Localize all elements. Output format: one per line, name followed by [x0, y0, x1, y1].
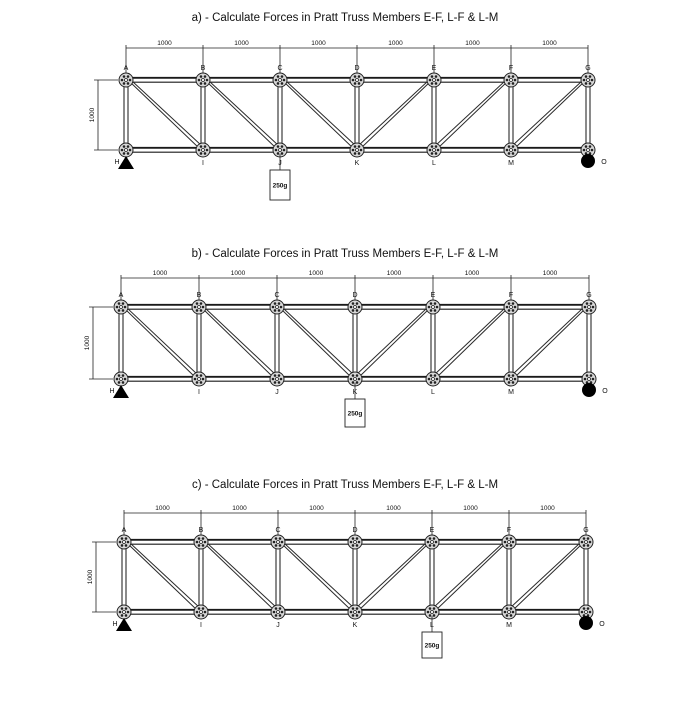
node-joint — [196, 73, 210, 87]
node-label-bottom: J — [276, 622, 280, 629]
node-label-top: C — [275, 527, 281, 534]
diagonal-member — [435, 543, 506, 611]
node-joint — [350, 73, 364, 87]
panel-title-b: b) - Calculate Forces in Pratt Truss Members E-F, L-F & L-M — [191, 248, 499, 260]
node-joint — [271, 535, 285, 549]
diagonal-member — [434, 308, 505, 375]
diagonal-member — [281, 543, 352, 611]
node-joint — [504, 372, 518, 386]
node-label-top: G — [583, 527, 589, 534]
diagonal-member — [510, 543, 580, 608]
panel-title-a: a) - Calculate Forces in Pratt Truss Members E-F, L-F & L-M — [191, 12, 499, 24]
span-label: 1000 — [155, 505, 170, 512]
diagonal-member — [286, 81, 356, 146]
diagonal-member — [283, 308, 354, 375]
span-label: 1000 — [542, 270, 558, 277]
truss-diagram-a — [0, 0, 690, 235]
pin-support — [118, 156, 134, 169]
node-label-top: C — [277, 65, 283, 72]
node-label-top: B — [200, 65, 206, 72]
node-joint — [348, 300, 362, 314]
node-label-bottom: J — [278, 160, 282, 167]
truss-diagram-c — [0, 472, 690, 708]
span-label: 1000 — [388, 40, 403, 47]
node-joint — [192, 300, 206, 314]
node-label-top: E — [431, 65, 437, 72]
node-label-top: B — [196, 292, 202, 299]
node-joint — [425, 535, 439, 549]
node-label-bottom: M — [508, 160, 514, 167]
node-label-top: D — [352, 527, 358, 534]
diagonal-member — [206, 81, 277, 149]
height-label: 1000 — [84, 335, 91, 351]
truss-diagram-b — [0, 236, 690, 471]
diagonal-member — [356, 543, 426, 608]
truss-panel-b — [0, 236, 690, 471]
diagonal-member — [127, 543, 198, 611]
node-joint — [194, 535, 208, 549]
node-label-top: D — [354, 65, 360, 72]
node-label-top: G — [585, 65, 591, 72]
diagonal-member — [209, 81, 279, 146]
node-label-top: C — [274, 292, 280, 299]
node-joint — [579, 535, 593, 549]
node-joint — [119, 143, 133, 157]
node-joint — [271, 605, 285, 619]
node-label-bottom: L — [432, 160, 436, 167]
span-label: 1000 — [234, 40, 249, 47]
height-label: 1000 — [89, 107, 96, 123]
diagonal-member — [360, 81, 431, 149]
roller-support — [581, 154, 595, 168]
node-joint — [348, 535, 362, 549]
load-label: 250g — [347, 410, 363, 418]
node-label-bottom: M — [508, 389, 514, 396]
span-label: 1000 — [465, 40, 480, 47]
span-label: 1000 — [311, 40, 326, 47]
node-joint — [502, 605, 516, 619]
node-label-top: A — [118, 292, 124, 299]
diagonal-member — [124, 308, 196, 378]
diagonal-member — [512, 543, 583, 611]
node-joint — [504, 143, 518, 157]
node-label-top: E — [430, 292, 436, 299]
node-label-bottom: L — [430, 622, 434, 629]
node-label-top: A — [123, 65, 129, 72]
node-label-top: G — [586, 292, 592, 299]
node-joint — [426, 372, 440, 386]
span-label: 1000 — [464, 270, 480, 277]
diagonal-member — [358, 543, 429, 611]
diagonal-member — [512, 81, 582, 146]
diagonal-member — [202, 308, 274, 378]
diagonal-member — [433, 543, 503, 608]
diagonal-member — [283, 81, 354, 149]
node-joint — [192, 372, 206, 386]
span-label: 1000 — [542, 40, 557, 47]
node-joint — [427, 73, 441, 87]
load-label: 250g — [424, 642, 440, 650]
diagonal-member — [284, 543, 354, 608]
node-joint — [194, 605, 208, 619]
node-label-bottom: K — [352, 622, 358, 629]
pin-support — [113, 385, 129, 398]
roller-label: O — [601, 159, 607, 166]
node-joint — [114, 372, 128, 386]
node-label-top: B — [198, 527, 204, 534]
span-label: 1000 — [230, 270, 246, 277]
node-label-bottom: I — [200, 622, 202, 629]
diagonal-member — [130, 543, 200, 608]
panel-title-c: c) - Calculate Forces in Pratt Truss Members E-F, L-F & L-M — [191, 479, 499, 491]
node-label-bottom: M — [506, 622, 512, 629]
node-joint — [117, 605, 131, 619]
diagonal-member — [204, 543, 275, 611]
node-joint — [502, 535, 516, 549]
span-label: 1000 — [463, 505, 478, 512]
node-label-bottom: H — [109, 388, 115, 395]
truss-panel-c — [0, 472, 690, 708]
node-joint — [273, 73, 287, 87]
span-label: 1000 — [540, 505, 555, 512]
load-label: 250g — [272, 182, 288, 190]
node-label-top: A — [121, 527, 127, 534]
span-label: 1000 — [386, 270, 402, 277]
diagonal-member — [514, 308, 586, 378]
node-label-bottom: L — [431, 389, 435, 396]
node-joint — [504, 300, 518, 314]
diagonal-member — [437, 81, 508, 149]
node-label-bottom: H — [114, 159, 120, 166]
node-label-top: E — [429, 527, 435, 534]
node-joint — [582, 300, 596, 314]
diagonal-member — [436, 308, 508, 378]
node-joint — [270, 372, 284, 386]
node-joint — [504, 73, 518, 87]
pin-support — [116, 618, 132, 631]
diagonal-member — [358, 81, 428, 146]
diagonal-member — [358, 308, 430, 378]
node-joint — [114, 300, 128, 314]
roller-label: O — [599, 621, 605, 628]
roller-label: O — [602, 388, 608, 395]
roller-support — [579, 616, 593, 630]
diagonal-member — [129, 81, 200, 149]
node-joint — [117, 535, 131, 549]
node-label-bottom: H — [112, 621, 118, 628]
node-label-bottom: J — [275, 389, 279, 396]
diagonal-member — [280, 308, 352, 378]
node-joint — [196, 143, 210, 157]
span-label: 1000 — [386, 505, 401, 512]
diagonal-member — [435, 81, 505, 146]
node-label-bottom: I — [202, 160, 204, 167]
diagonal-member — [514, 81, 585, 149]
diagonal-member — [207, 543, 277, 608]
node-joint — [350, 143, 364, 157]
roller-support — [582, 383, 596, 397]
node-label-top: F — [506, 527, 512, 534]
node-joint — [119, 73, 133, 87]
diagonal-member — [205, 308, 276, 375]
span-label: 1000 — [232, 505, 247, 512]
node-joint — [348, 605, 362, 619]
node-joint — [426, 300, 440, 314]
diagonal-member — [127, 308, 198, 375]
diagonal-member — [132, 81, 202, 146]
node-label-bottom: I — [198, 389, 200, 396]
node-label-bottom: K — [352, 389, 358, 396]
node-joint — [270, 300, 284, 314]
node-label-top: F — [508, 65, 514, 72]
span-label: 1000 — [157, 40, 172, 47]
span-label: 1000 — [309, 505, 324, 512]
node-joint — [427, 143, 441, 157]
truss-panel-a — [0, 0, 690, 235]
diagonal-member — [512, 308, 583, 375]
diagonal-member — [356, 308, 427, 375]
span-label: 1000 — [152, 270, 168, 277]
node-label-top: D — [352, 292, 358, 299]
height-label: 1000 — [87, 569, 94, 585]
node-label-bottom: K — [354, 160, 360, 167]
node-label-top: F — [508, 292, 514, 299]
node-joint — [581, 73, 595, 87]
span-label: 1000 — [308, 270, 324, 277]
